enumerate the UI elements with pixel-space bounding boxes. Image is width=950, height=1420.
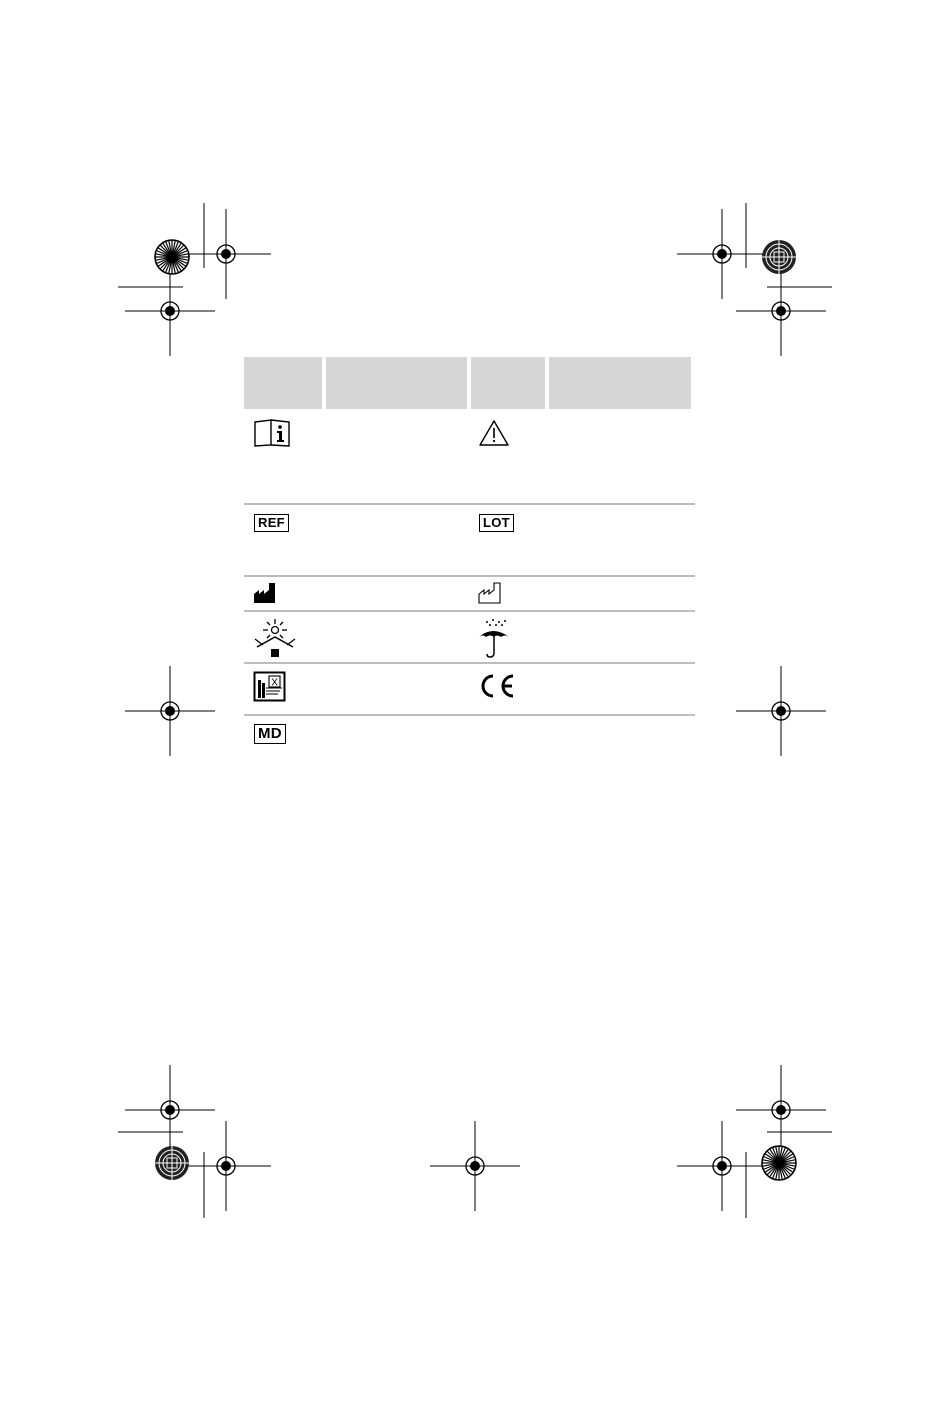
header-cell-description-2 xyxy=(549,357,691,409)
table-row xyxy=(244,577,695,612)
svg-text:X: X xyxy=(271,677,278,689)
table-row xyxy=(244,664,695,716)
table-row xyxy=(244,505,695,577)
symbol-table xyxy=(244,357,695,756)
header-cell-symbol-2 xyxy=(471,357,545,409)
table-row xyxy=(244,612,695,664)
instructions-for-use-icon xyxy=(253,418,293,448)
table-row xyxy=(244,409,695,505)
table-row xyxy=(244,716,695,756)
keep-dry-icon xyxy=(477,617,511,659)
date-of-manufacture-icon xyxy=(478,582,502,604)
header-cell-symbol-1 xyxy=(244,357,322,409)
ref-icon: REF xyxy=(254,514,289,532)
table-header xyxy=(244,357,695,409)
header-cell-description-1 xyxy=(326,357,467,409)
latex-free-box-icon xyxy=(253,671,287,703)
keep-away-from-sunlight-icon xyxy=(253,617,297,659)
caution-icon xyxy=(478,419,510,447)
manufacturer-icon xyxy=(253,582,277,604)
ce-mark-icon xyxy=(477,673,517,699)
lot-icon: LOT xyxy=(479,514,514,532)
medical-device-icon: MD xyxy=(254,724,286,744)
